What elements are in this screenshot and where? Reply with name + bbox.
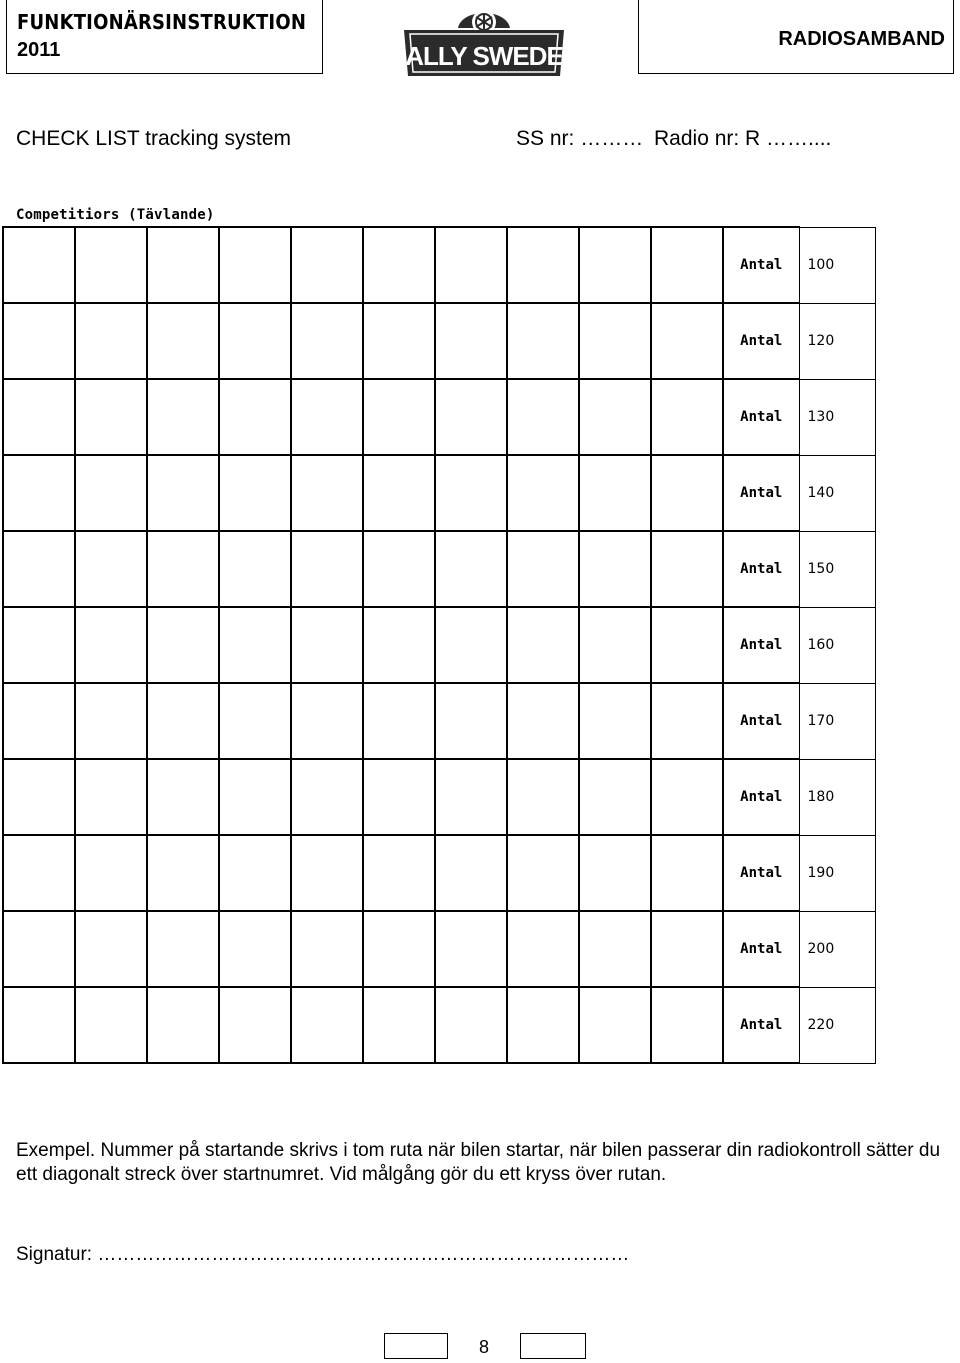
- grid-row: [3, 911, 875, 987]
- radio-number-field[interactable]: Radio nr: R ……....: [654, 127, 832, 150]
- start-number-cell[interactable]: [363, 531, 435, 607]
- start-number-cell[interactable]: [651, 455, 723, 531]
- start-number-cell[interactable]: [3, 607, 75, 683]
- start-number-cell[interactable]: [3, 379, 75, 455]
- antal-value: 130: [799, 379, 875, 455]
- grid-row: [3, 455, 875, 531]
- grid-row: [3, 379, 875, 455]
- start-number-cell[interactable]: [75, 455, 147, 531]
- start-number-cell[interactable]: [507, 455, 579, 531]
- start-number-cell[interactable]: [3, 987, 75, 1063]
- start-number-cell[interactable]: [291, 455, 363, 531]
- header-right-box: [638, 0, 954, 74]
- footer-left-box: [384, 1333, 448, 1359]
- antal-label: Antal: [723, 607, 799, 683]
- antal-value: 190: [799, 835, 875, 911]
- start-number-cell[interactable]: [147, 455, 219, 531]
- grid-row: [3, 607, 875, 683]
- grid-row: [3, 303, 875, 379]
- antal-label: Antal: [723, 759, 799, 835]
- antal-label: Antal: [723, 227, 799, 303]
- start-number-cell[interactable]: [75, 531, 147, 607]
- start-number-cell[interactable]: [507, 759, 579, 835]
- ss-number-field[interactable]: SS nr: ………: [516, 127, 644, 150]
- start-number-cell[interactable]: [3, 531, 75, 607]
- competitors-label: Competitiors (Tävlande): [16, 207, 215, 223]
- start-number-cell[interactable]: [435, 759, 507, 835]
- start-number-cell[interactable]: [651, 227, 723, 303]
- start-number-cell[interactable]: [3, 683, 75, 759]
- start-number-cell[interactable]: [147, 759, 219, 835]
- checklist-title: CHECK LIST tracking system: [16, 127, 292, 150]
- start-number-cell[interactable]: [363, 911, 435, 987]
- start-number-cell[interactable]: [75, 227, 147, 303]
- start-number-cell[interactable]: [435, 227, 507, 303]
- start-number-cell[interactable]: [363, 987, 435, 1063]
- start-number-cell[interactable]: [147, 607, 219, 683]
- logo-lettering: RALLY SWEDEN: [387, 41, 581, 71]
- start-number-cell[interactable]: [435, 911, 507, 987]
- antal-label: Antal: [723, 531, 799, 607]
- start-number-cell[interactable]: [219, 303, 291, 379]
- document-title: FUNKTIONÄRSINSTRUKTION: [17, 10, 307, 34]
- grid-row: [3, 987, 875, 1063]
- start-number-cell[interactable]: [291, 759, 363, 835]
- start-number-cell[interactable]: [507, 911, 579, 987]
- antal-value: 140: [799, 455, 875, 531]
- start-number-cell[interactable]: [651, 987, 723, 1063]
- start-number-cell[interactable]: [291, 379, 363, 455]
- start-number-cell[interactable]: [579, 683, 651, 759]
- document-year: 2011: [17, 39, 61, 61]
- grid-row: [3, 531, 875, 607]
- page-number: 8: [478, 1337, 489, 1357]
- start-number-cell[interactable]: [219, 531, 291, 607]
- start-number-cell[interactable]: [3, 227, 75, 303]
- start-number-cell[interactable]: [291, 607, 363, 683]
- start-number-cell[interactable]: [651, 303, 723, 379]
- start-number-cell[interactable]: [651, 759, 723, 835]
- antal-label: Antal: [723, 303, 799, 379]
- start-number-cell[interactable]: [147, 911, 219, 987]
- start-number-cell[interactable]: [651, 835, 723, 911]
- start-number-cell[interactable]: [435, 683, 507, 759]
- start-number-cell[interactable]: [291, 531, 363, 607]
- start-number-cell[interactable]: [147, 303, 219, 379]
- start-number-cell[interactable]: [435, 303, 507, 379]
- start-number-cell[interactable]: [75, 987, 147, 1063]
- antal-label: Antal: [723, 835, 799, 911]
- start-number-cell[interactable]: [651, 607, 723, 683]
- start-number-cell[interactable]: [291, 987, 363, 1063]
- start-number-cell[interactable]: [219, 227, 291, 303]
- start-number-cell[interactable]: [651, 531, 723, 607]
- grid-row: [3, 683, 875, 759]
- start-number-cell[interactable]: [651, 379, 723, 455]
- start-number-cell[interactable]: [507, 607, 579, 683]
- start-number-cell[interactable]: [291, 227, 363, 303]
- instruction-text: Exempel. Nummer på startande skrivs i tom ruta när bilen startar, när bilen passerar din radiokontroll sätter du ett diagonalt streck över startnumret. Vid målgång gör du ett kryss över rutan.: [16, 1140, 941, 1186]
- start-number-cell[interactable]: [3, 759, 75, 835]
- competitor-grid: [2, 226, 876, 1064]
- start-number-cell[interactable]: [75, 303, 147, 379]
- start-number-cell[interactable]: [507, 987, 579, 1063]
- grid-row: [3, 227, 875, 303]
- start-number-cell[interactable]: [219, 379, 291, 455]
- start-number-cell[interactable]: [219, 987, 291, 1063]
- start-number-cell[interactable]: [147, 835, 219, 911]
- antal-value: 170: [799, 683, 875, 759]
- start-number-cell[interactable]: [291, 683, 363, 759]
- antal-label: Antal: [723, 455, 799, 531]
- antal-value: 150: [799, 531, 875, 607]
- antal-label: Antal: [723, 683, 799, 759]
- antal-label: Antal: [723, 911, 799, 987]
- start-number-cell[interactable]: [579, 303, 651, 379]
- start-number-cell[interactable]: [435, 835, 507, 911]
- start-number-cell[interactable]: [579, 531, 651, 607]
- start-number-cell[interactable]: [435, 987, 507, 1063]
- grid-row: [3, 759, 875, 835]
- start-number-cell[interactable]: [219, 683, 291, 759]
- start-number-cell[interactable]: [651, 683, 723, 759]
- start-number-cell[interactable]: [579, 911, 651, 987]
- start-number-cell[interactable]: [147, 683, 219, 759]
- antal-label: Antal: [723, 987, 799, 1063]
- start-number-cell[interactable]: [363, 759, 435, 835]
- grid-row: [3, 835, 875, 911]
- start-number-cell[interactable]: [651, 911, 723, 987]
- start-number-cell[interactable]: [219, 607, 291, 683]
- start-number-cell[interactable]: [147, 987, 219, 1063]
- start-number-cell[interactable]: [579, 835, 651, 911]
- start-number-cell[interactable]: [219, 455, 291, 531]
- start-number-cell[interactable]: [579, 987, 651, 1063]
- footer-right-box: [520, 1333, 586, 1359]
- signature-field[interactable]: Signatur: …………………………………………………………………………: [16, 1244, 630, 1265]
- start-number-cell[interactable]: [579, 759, 651, 835]
- antal-label: Antal: [723, 379, 799, 455]
- antal-value: 180: [799, 759, 875, 835]
- start-number-cell[interactable]: [507, 835, 579, 911]
- antal-value: 120: [799, 303, 875, 379]
- start-number-cell[interactable]: [363, 379, 435, 455]
- start-number-cell[interactable]: [507, 531, 579, 607]
- start-number-cell[interactable]: [435, 455, 507, 531]
- start-number-cell[interactable]: [435, 607, 507, 683]
- start-number-cell[interactable]: [363, 227, 435, 303]
- antal-value: 220: [799, 987, 875, 1063]
- antal-value: 160: [799, 607, 875, 683]
- start-number-cell[interactable]: [579, 455, 651, 531]
- start-number-cell[interactable]: [363, 303, 435, 379]
- antal-value: 100: [799, 227, 875, 303]
- start-number-cell[interactable]: [363, 607, 435, 683]
- start-number-cell[interactable]: [75, 759, 147, 835]
- start-number-cell[interactable]: [219, 835, 291, 911]
- start-number-cell[interactable]: [75, 607, 147, 683]
- start-number-cell[interactable]: [363, 683, 435, 759]
- start-number-cell[interactable]: [75, 379, 147, 455]
- start-number-cell[interactable]: [507, 379, 579, 455]
- section-title: RADIOSAMBAND: [778, 28, 945, 50]
- start-number-cell[interactable]: [3, 303, 75, 379]
- start-number-cell[interactable]: [3, 835, 75, 911]
- start-number-cell[interactable]: [507, 303, 579, 379]
- start-number-cell[interactable]: [291, 303, 363, 379]
- start-number-cell[interactable]: [3, 911, 75, 987]
- start-number-cell[interactable]: [435, 379, 507, 455]
- start-number-cell[interactable]: [507, 227, 579, 303]
- start-number-cell[interactable]: [147, 379, 219, 455]
- start-number-cell[interactable]: [579, 227, 651, 303]
- start-number-cell[interactable]: [291, 911, 363, 987]
- start-number-cell[interactable]: [435, 531, 507, 607]
- start-number-cell[interactable]: [147, 227, 219, 303]
- start-number-cell[interactable]: [219, 911, 291, 987]
- start-number-cell[interactable]: [363, 455, 435, 531]
- start-number-cell[interactable]: [147, 531, 219, 607]
- start-number-cell[interactable]: [363, 835, 435, 911]
- start-number-cell[interactable]: [507, 683, 579, 759]
- start-number-cell[interactable]: [579, 607, 651, 683]
- start-number-cell[interactable]: [75, 911, 147, 987]
- antal-value: 200: [799, 911, 875, 987]
- start-number-cell[interactable]: [291, 835, 363, 911]
- header-left-box: [6, 0, 323, 74]
- start-number-cell[interactable]: [75, 683, 147, 759]
- start-number-cell[interactable]: [75, 835, 147, 911]
- rally-sweden-logo: [387, 2, 581, 78]
- start-number-cell[interactable]: [219, 759, 291, 835]
- start-number-cell[interactable]: [3, 455, 75, 531]
- start-number-cell[interactable]: [579, 379, 651, 455]
